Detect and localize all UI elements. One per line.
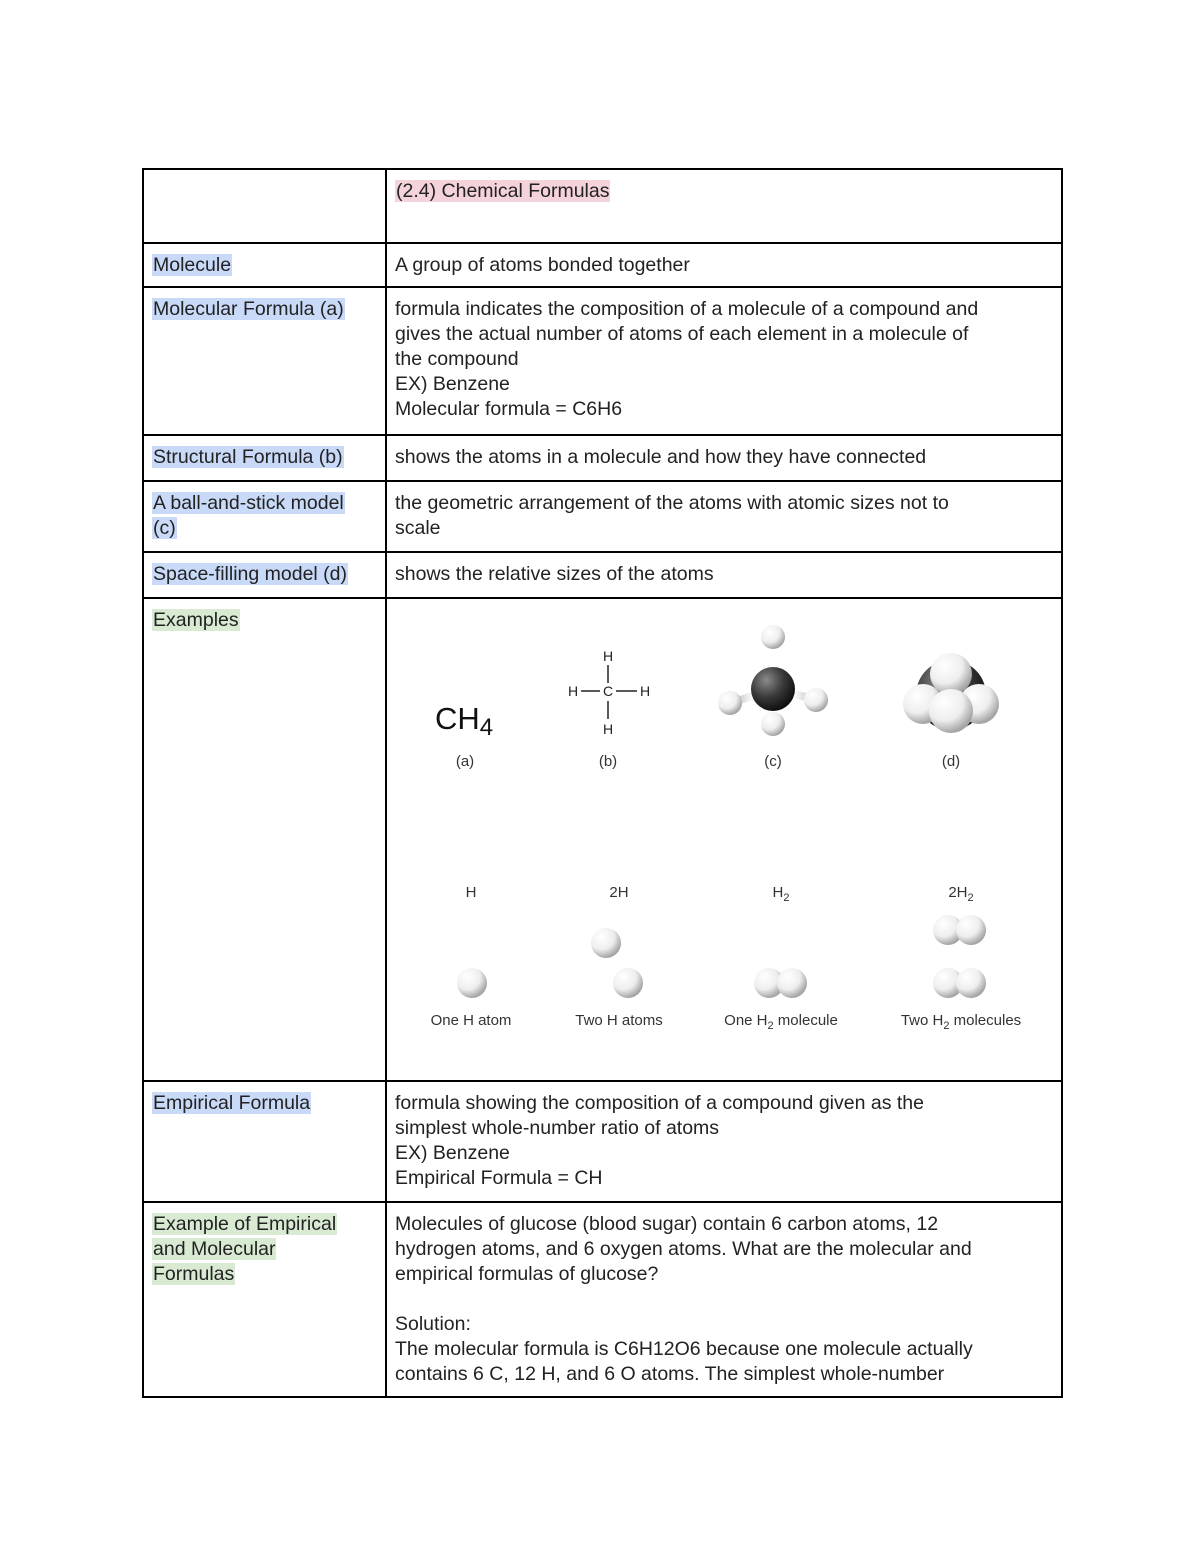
definition-molecular-formula: formula indicates the composition of a molecule of a compound and gives the actual number of atoms of each element in a molecule of the compound EX) Benzene Molecular formula = C6H6: [386, 287, 1062, 435]
header-2h2: $2H_2$: [948, 884, 974, 904]
definition-empirical-formula: formula showing the composition of a compound given as the simplest whole-number ratio of atoms EX) Benzene Empirical Formula = CH: [386, 1081, 1062, 1202]
term-example-empirical-1: Example of Empirical: [153, 1213, 337, 1235]
term-space-filling: Space-filling model (d): [153, 563, 348, 585]
header-title-cell: [386, 169, 1062, 243]
table-row: [143, 435, 1062, 481]
term-ball-and-stick-letter: (c): [153, 517, 176, 539]
table-row: [143, 1081, 1062, 1202]
svg-text:CH4: CH4: [435, 701, 494, 741]
one-h2-molecule-illustration: [754, 968, 807, 998]
two-h-atoms-illustration: [591, 928, 643, 998]
svg-text:H: H: [567, 683, 579, 699]
caption-one-h-atom: One H atom: [430, 1012, 512, 1029]
table-row: [143, 169, 1062, 243]
table-row: [143, 598, 1062, 1081]
solution-label: Solution:: [395, 1313, 471, 1335]
examples-figure: [387, 599, 1059, 1073]
two-h2-molecules-illustration: [933, 915, 986, 998]
one-h-atom-illustration: [457, 968, 487, 998]
table-row: [143, 287, 1062, 435]
definition-example-empirical: Molecules of glucose (blood sugar) contain 6 carbon atoms, 12 hydrogen atoms, and 6 oxygen atoms. What are the molecular and empirical formulas of glucose? Solution: The molecular formula is C6H12O6 because one molecule actually contains 6 C, 12 H, and 6 O atoms. The simplest whole-number: [386, 1202, 1062, 1397]
term-molecular-formula: Molecular Formula (a): [153, 298, 344, 320]
chemical-formulas-table: [142, 168, 1063, 1398]
header-2h: 2H: [609, 884, 629, 901]
ball-and-stick-model: [718, 625, 828, 736]
caption-a: (a): [455, 753, 475, 770]
table-row: [143, 552, 1062, 598]
svg-text:H: H: [602, 721, 614, 737]
caption-two-h-atoms: Two H atoms: [575, 1012, 663, 1029]
examples-figure-cell: [386, 598, 1062, 1081]
page-title: (2.4) Chemical Formulas: [396, 180, 610, 202]
svg-text:H: H: [602, 648, 614, 664]
term-example-empirical-2: and Molecular: [153, 1238, 276, 1260]
header-empty-cell: [143, 169, 386, 243]
definition-molecule: A group of atoms bonded together: [386, 243, 1062, 287]
definition-ball-and-stick: the geometric arrangement of the atoms with atomic sizes not to scale: [386, 481, 1062, 552]
term-structural-formula: Structural Formula (b): [153, 446, 343, 468]
caption-d: (d): [941, 753, 961, 770]
term-ball-and-stick: A ball-and-stick model: [153, 492, 344, 514]
table-row: [143, 481, 1062, 552]
svg-text:H: H: [639, 683, 651, 699]
caption-c: (c): [764, 753, 782, 770]
caption-b: (b): [598, 753, 618, 770]
svg-text:C: C: [602, 683, 614, 699]
table-row: [143, 243, 1062, 287]
table-row: [143, 1202, 1062, 1397]
header-h2: $H_2$: [772, 884, 790, 904]
definition-structural-formula: shows the atoms in a molecule and how they have connected: [386, 435, 1062, 481]
header-h: H: [465, 884, 477, 901]
caption-two-h2-molecules: Two $H_2$ molecules: [900, 1012, 1022, 1032]
term-examples: Examples: [153, 609, 239, 631]
definition-space-filling: shows the relative sizes of the atoms: [386, 552, 1062, 598]
caption-one-h2-molecule: One $H_2$ molecule: [724, 1012, 838, 1032]
structural-formula-ch4: [568, 648, 650, 737]
space-filling-model: [903, 653, 999, 733]
term-example-empirical-3: Formulas: [153, 1263, 235, 1285]
molecular-formula-ch4: [435, 701, 493, 741]
term-molecule: Molecule: [153, 254, 232, 276]
term-empirical-formula: Empirical Formula: [153, 1092, 311, 1114]
